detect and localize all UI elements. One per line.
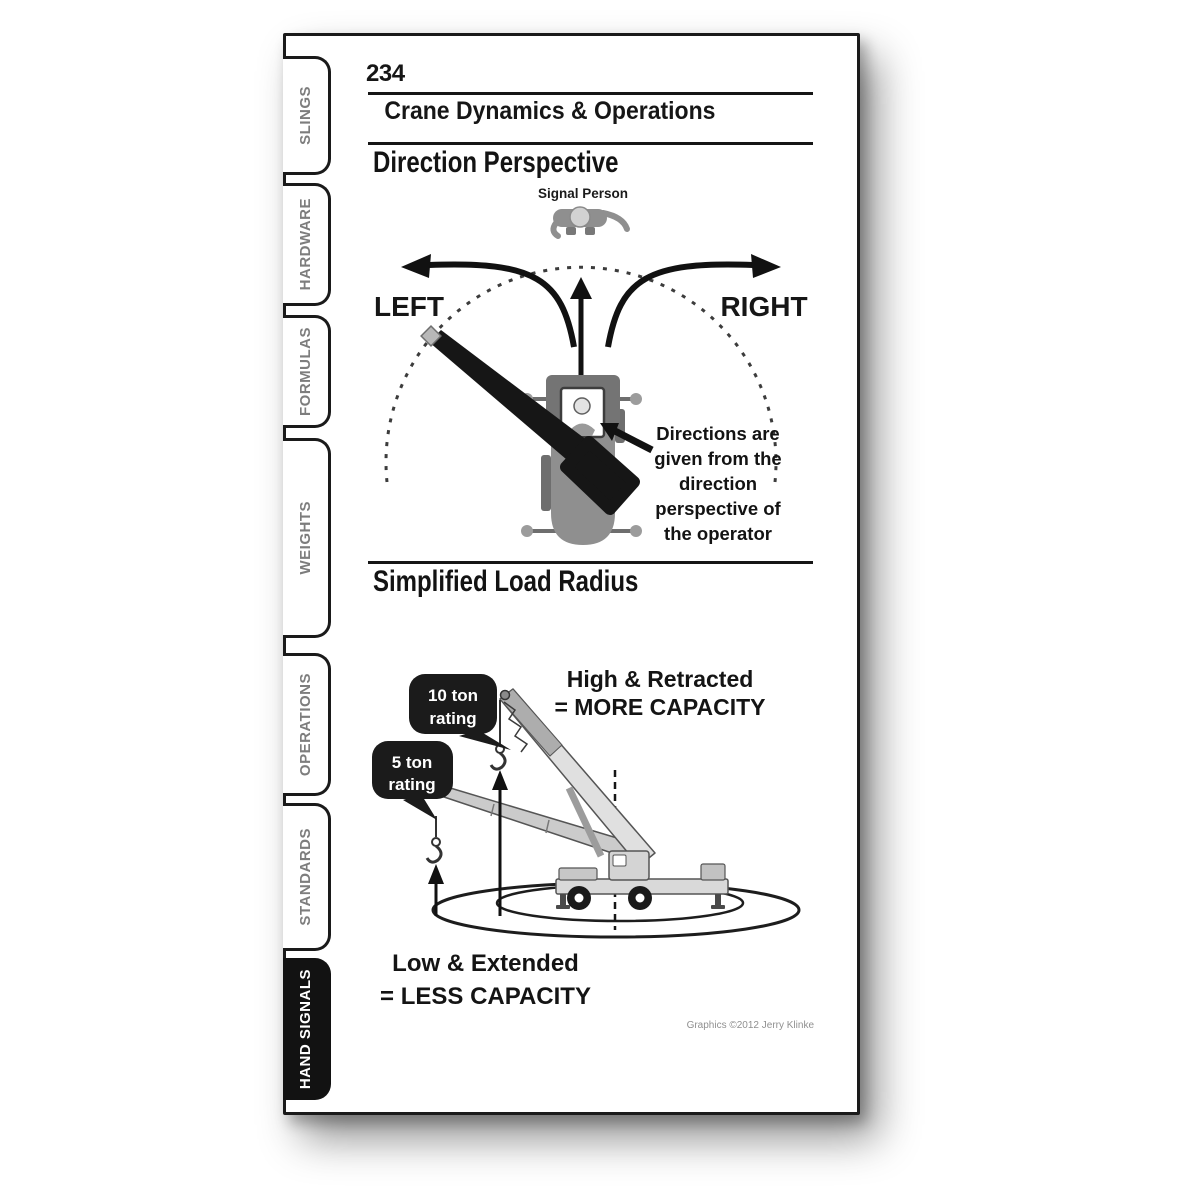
page-number: 234: [366, 60, 405, 87]
tab-weights-label: WEIGHTS: [297, 501, 314, 575]
section-heading-load-radius: Simplified Load Radius: [373, 565, 639, 598]
svg-text:5 ton: 5 ton: [391, 753, 433, 772]
svg-text:given from the: given from the: [654, 448, 782, 469]
reference-card: [283, 33, 860, 1115]
header-divider-top: [368, 92, 813, 95]
tab-operations[interactable]: [283, 653, 331, 796]
tab-slings-label: SLINGS: [297, 86, 314, 145]
copyright: Graphics ©2012 Jerry Klinke: [686, 1020, 814, 1031]
tab-hand-signals-label: HAND SIGNALS: [297, 968, 314, 1090]
bubble-5-ton-rating: [372, 741, 453, 820]
tab-formulas-label: FORMULAS: [297, 327, 314, 416]
right-label: RIGHT: [720, 291, 808, 322]
crane-truck: [556, 851, 728, 910]
svg-text:rating: rating: [429, 709, 477, 728]
tab-standards-label: STANDARDS: [297, 828, 314, 926]
load-radius-diagram: [363, 658, 818, 950]
signal-person-icon: [553, 207, 627, 236]
left-label: LEFT: [374, 291, 444, 322]
tab-hardware-label: HARDWARE: [297, 198, 314, 291]
low-extended-caption: Low & Extended = LESS CAPACITY: [380, 950, 591, 1010]
section-divider: [368, 561, 813, 564]
direction-diagram: [363, 199, 818, 561]
page-title: Crane Dynamics & Operations: [384, 97, 716, 125]
svg-text:rating: rating: [388, 775, 436, 794]
bubble-10-ton-rating: [409, 674, 511, 750]
svg-text:perspective of: perspective of: [655, 498, 781, 519]
svg-text:Directions are: Directions are: [656, 423, 780, 444]
svg-text:direction: direction: [678, 473, 758, 494]
high-caption-line1: High & Retracted: [566, 666, 754, 692]
tab-operations-label: OPERATIONS: [297, 672, 314, 777]
tab-hardware[interactable]: [283, 183, 331, 306]
tab-formulas[interactable]: [283, 315, 331, 428]
high-caption-line2: = MORE CAPACITY: [554, 694, 766, 720]
signal-person-label: Signal Person: [537, 186, 629, 201]
svg-text:the operator: the operator: [664, 523, 772, 544]
tab-slings[interactable]: [283, 56, 331, 175]
up-arrow-icon: [570, 277, 592, 377]
svg-text:10 ton: 10 ton: [427, 686, 479, 705]
tab-hand-signals[interactable]: [283, 958, 331, 1100]
section-heading-direction: Direction Perspective: [373, 146, 619, 179]
tab-standards[interactable]: [283, 803, 331, 951]
header-divider-bottom: [368, 142, 813, 145]
tab-weights[interactable]: [283, 438, 331, 638]
